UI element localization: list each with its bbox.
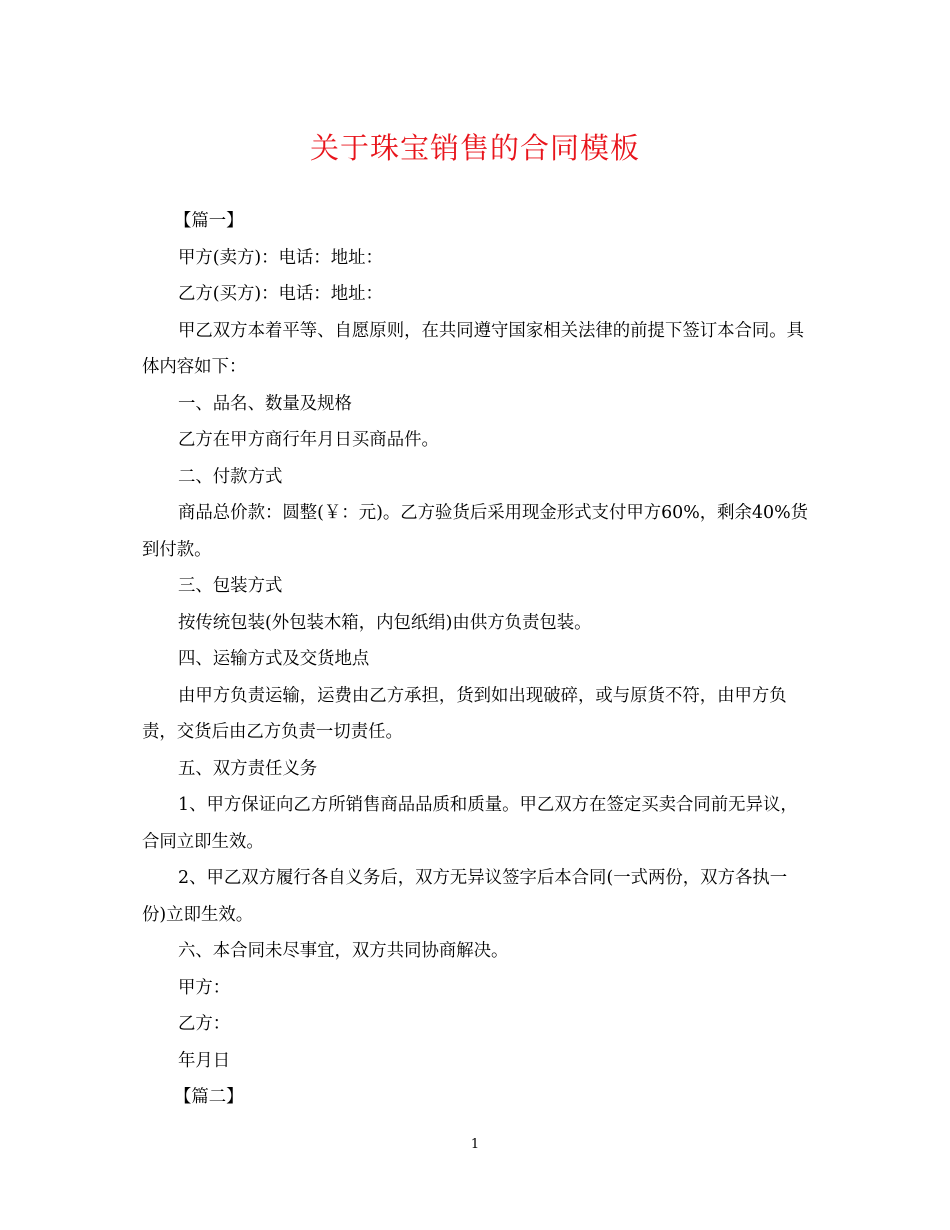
- clause-heading-5: 五、双方责任义务: [178, 758, 318, 779]
- clause-text-1: 乙方在甲方商行年月日买商品件。: [178, 430, 439, 450]
- section-heading-part-two: 【篇二】: [174, 1087, 244, 1107]
- signature-date: 年月日: [178, 1050, 231, 1071]
- page-number: 1: [470, 1137, 480, 1152]
- clause-heading-1: 一、品名、数量及规格: [178, 393, 352, 414]
- signature-party-a: 甲方：: [178, 977, 231, 998]
- clause-text-5-1: 1、甲方保证向乙方所销售商品品质和质量。甲乙双方在签定买卖合同前无异议，合同立即生效。: [142, 795, 798, 852]
- party-a-line: 甲方(卖方)：电话：地址：: [178, 247, 383, 268]
- document-body: [142, 203, 810, 1116]
- clause-heading-4: 四、运输方式及交货地点: [178, 649, 370, 669]
- preamble-paragraph: 甲乙双方本着平等、自愿原则，在共同遵守国家相关法律的前提下签订本合同。具体内容如下：: [142, 320, 805, 377]
- clause-text-4: 由甲方负责运输，运费由乙方承担，货到如出现破碎，或与原货不符，由甲方负责，交货后由乙方负责一切责任。: [142, 685, 787, 742]
- clause-text-3: 按传统包装(外包装木箱，内包纸绢)由供方负责包装。: [178, 612, 592, 633]
- clause-heading-2: 二、付款方式: [178, 466, 283, 487]
- party-b-line: 乙方(买方)：电话：地址：: [178, 284, 383, 304]
- section-heading-part-one: 【篇一】: [174, 211, 244, 231]
- document-title: 关于珠宝销售的合同模板: [309, 131, 640, 165]
- clause-heading-3: 三、包装方式: [178, 576, 283, 596]
- clause-text-5-2: 2、甲乙双方履行各自义务后，双方无异议签字后本合同(一式两份，双方各执一份)立即生效。: [142, 868, 788, 925]
- clause-heading-6: 六、本合同未尽事宜，双方共同协商解决。: [178, 941, 509, 961]
- clause-text-2: 商品总价款：圆整(￥：元)。乙方验货后采用现金形式支付甲方60%，剩余40%货到付款。: [142, 503, 808, 560]
- signature-party-b: 乙方：: [178, 1014, 231, 1034]
